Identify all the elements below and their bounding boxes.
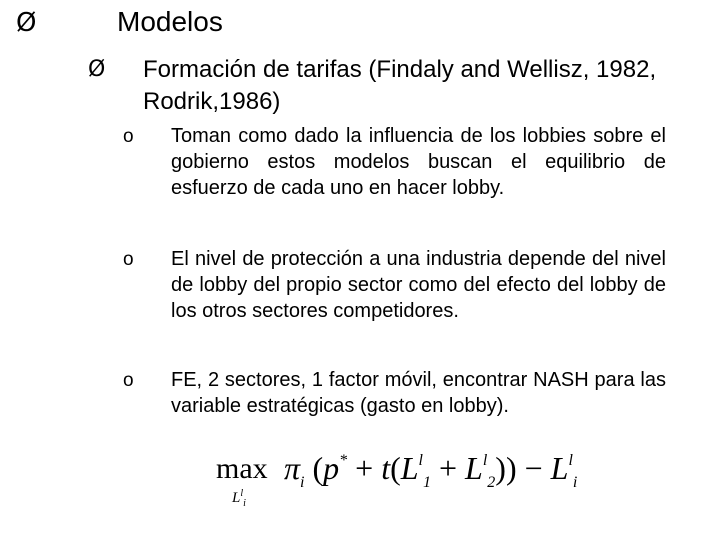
formula-max-operator: max [216, 452, 268, 485]
heading-title: Modelos [117, 6, 223, 37]
formula-expression: $\pi_i$ $(p^* + t(L^l_1 + L^l_2)) - L^l_i$ [284, 450, 578, 491]
heading-bullet-icon: Ø [16, 8, 37, 38]
optimization-formula [210, 448, 590, 518]
list-item: FE, 2 sectores, 1 factor móvil, encontrar NASH para las variable estratégicas (gasto en lobby). [171, 369, 666, 417]
list-item: Toman como dado la influencia de los lobbies sobre el gobierno estos modelos buscan el equilibrio de esfuerzo de cada uno en hacer lobby. [171, 125, 666, 199]
subheading-bullet-icon: Ø [88, 57, 106, 82]
item-bullet-icon: o [123, 126, 134, 147]
item-bullet-icon: o [123, 370, 134, 391]
formula-constraint: $L^l_i$ [232, 488, 246, 509]
subheading-text: Formación de tarifas (Findaly and Wellisz, 1982, Rodrik,1986) [143, 56, 657, 115]
list-item: El nivel de protección a una industria depende del nivel de lobby del propio sector como del efecto del lobby de los otros sectores competidores. [171, 248, 666, 322]
item-bullet-icon: o [123, 249, 134, 270]
